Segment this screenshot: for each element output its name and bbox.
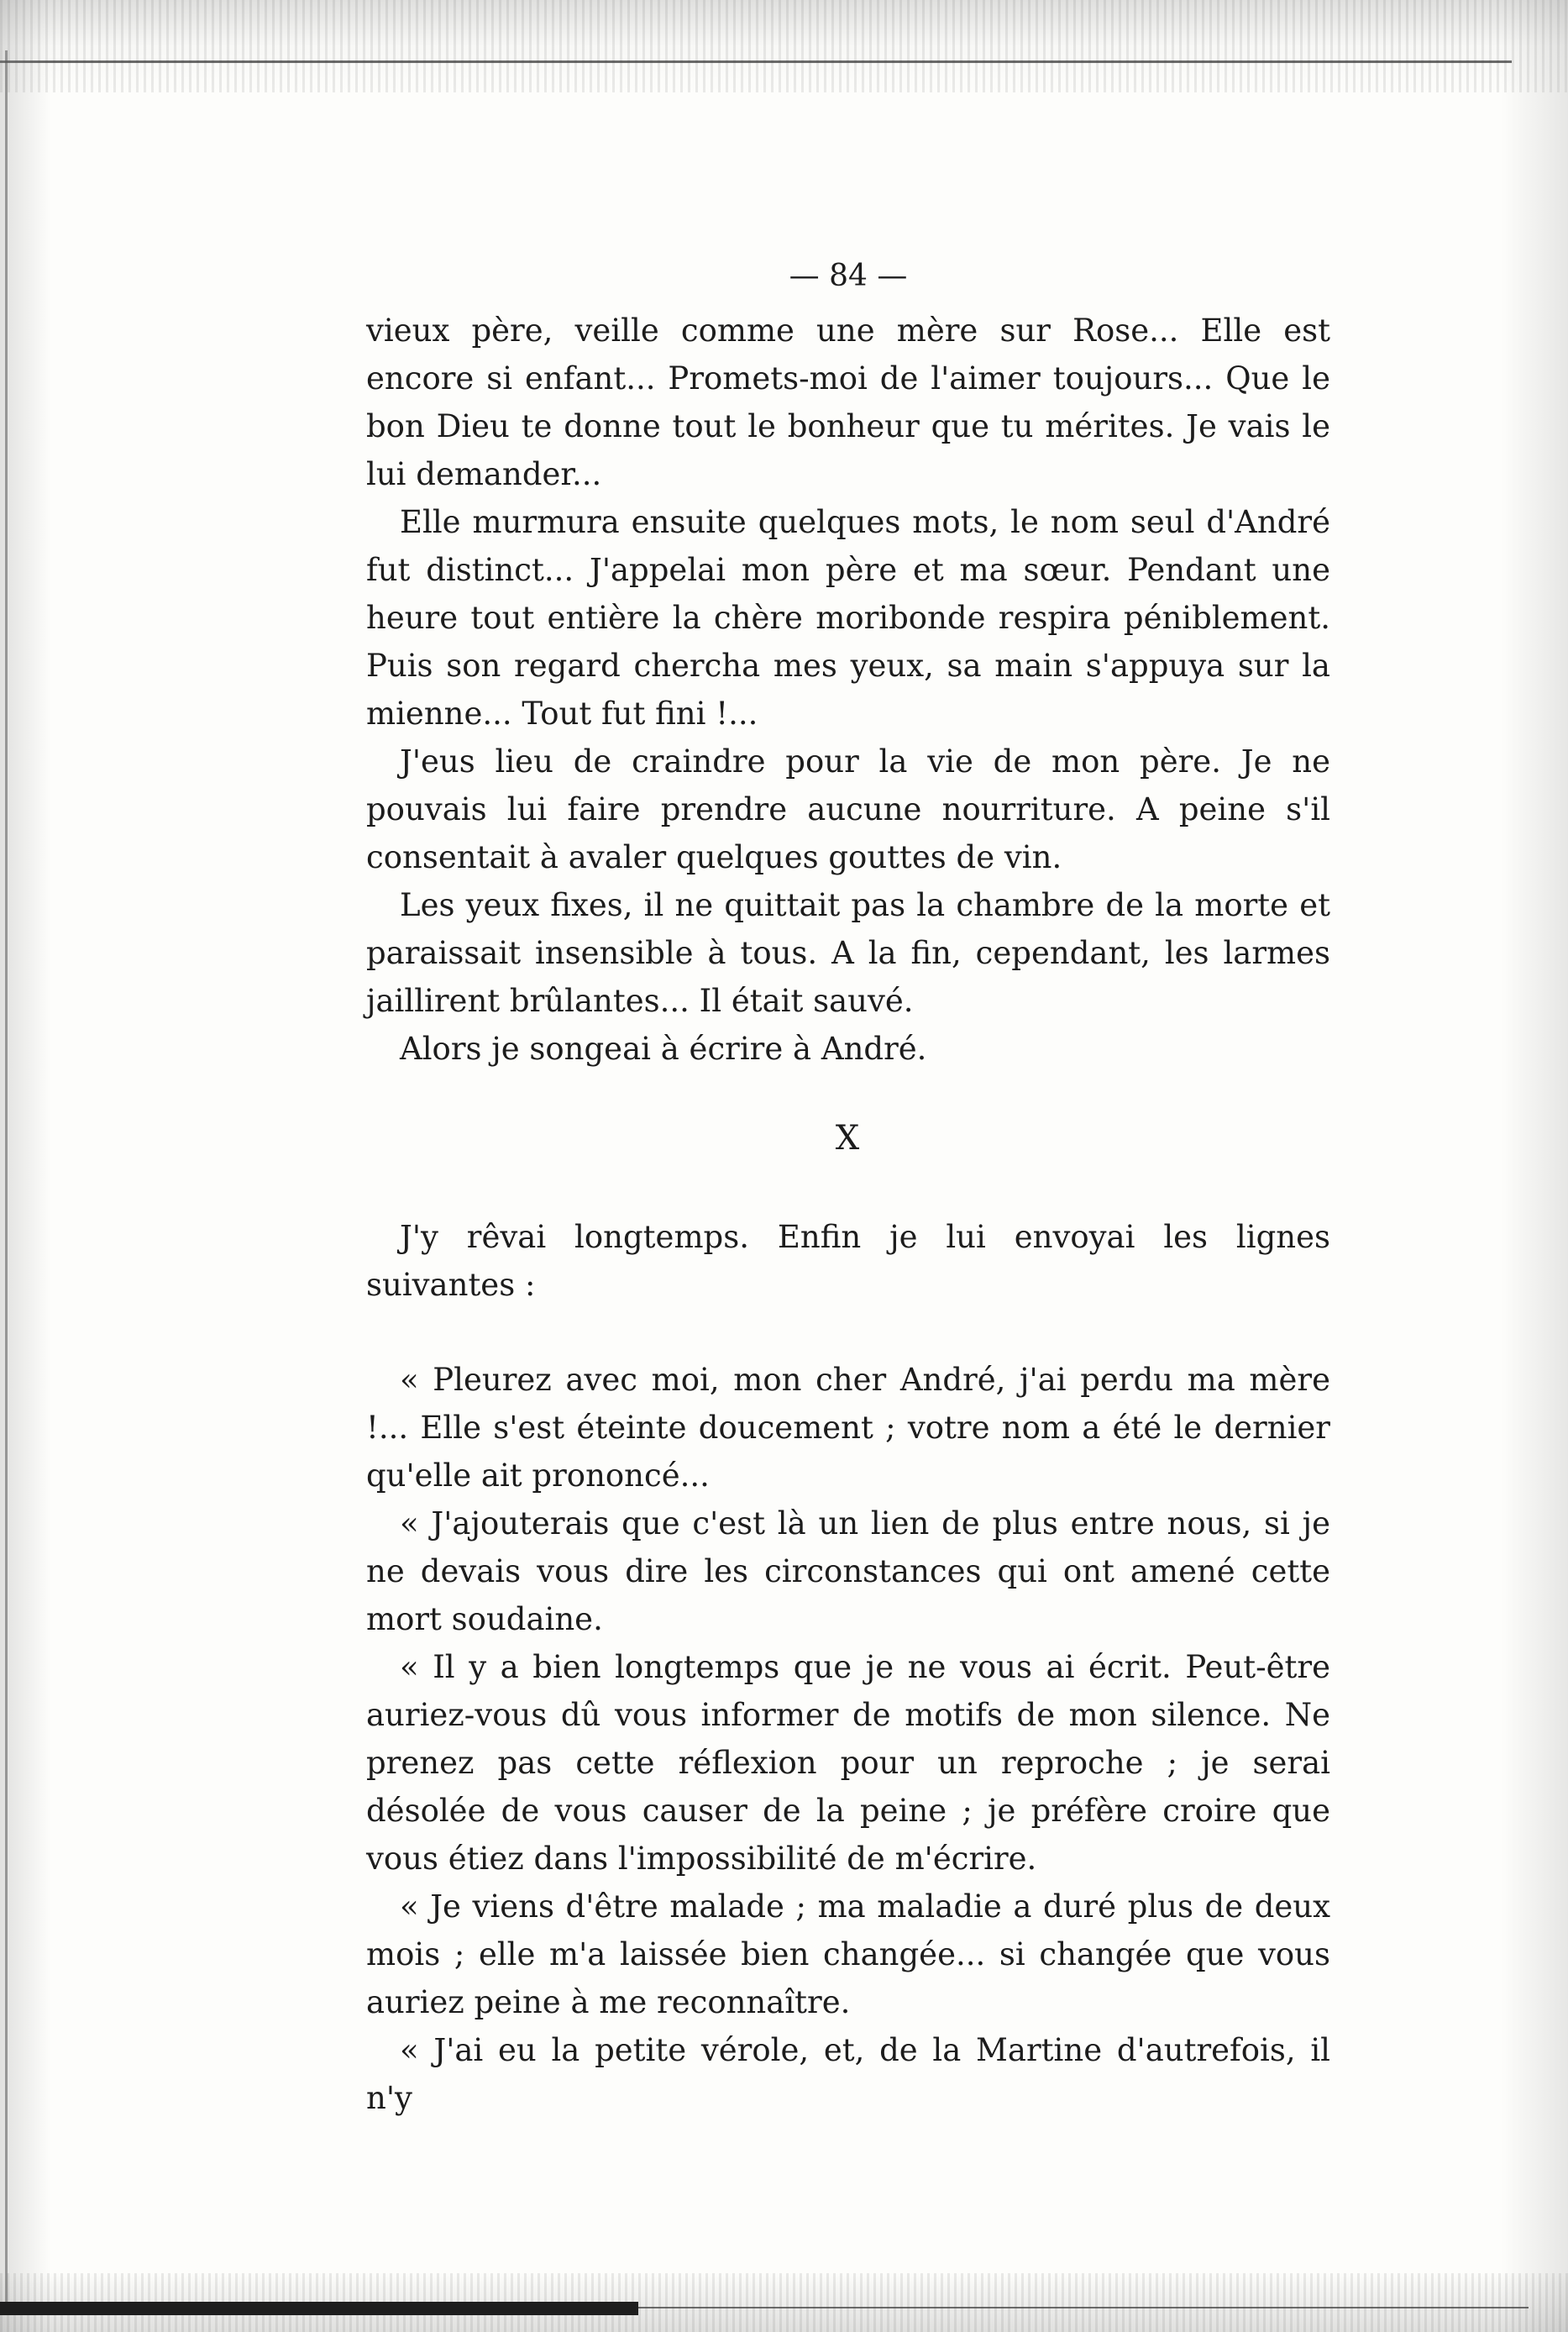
paragraph: Elle murmura ensuite quelques mots, le nom seul d'André fut distinct... J'appelai mon père et ma sœur. Pendant une heure tout entière la chère moribonde respira péniblement. Puis son regard chercha mes yeux, sa main s'appuya sur la mienne... Tout fut fini !... [366,504,1330,732]
paragraph: J'eus lieu de craindre pour la vie de mon père. Je ne pouvais lui faire prendre aucune nourriture. A peine s'il consentait à avaler quelques gouttes de vin. [366,743,1330,875]
chapter-heading: X [835,1119,862,1158]
intro-paragraph: J'y rêvai longtemps. Enfin je lui envoyai les lignes suivantes : [366,1219,1330,1303]
scan-binding-bar [0,2302,638,2315]
scan-edge-right [1501,0,1568,2332]
letter-paragraph: « J'ai eu la petite vérole, et, de la Martine d'autrefois, il n'y [366,2032,1330,2116]
scan-edge-left [0,0,50,2332]
scan-border-bottom [638,2307,1529,2308]
letter-paragraph: « Je viens d'être malade ; ma maladie a duré plus de deux mois ; elle m'a laissée bien changée... si changée que vous auriez peine à me reconnaître. [366,1888,1330,2020]
page-text [366,252,1330,2122]
page-number: — 84 — [789,259,908,293]
letter-paragraph: « Pleurez avec moi, mon cher André, j'ai perdu ma mère !... Elle s'est éteinte doucement ; votre nom a été le dernier qu'elle ait prononcé... [366,1362,1330,1494]
paragraph: vieux père, veille comme une mère sur Rose... Elle est encore si enfant... Promets-moi de l'aimer toujours... Que le bon Dieu te donne tout le bonheur que tu mérites. Je vais le lui demander... [366,313,1330,492]
paragraph: Les yeux fixes, il ne quittait pas la chambre de la morte et paraissait insensible à tous. A la fin, cependant, les larmes jaillirent brûlantes... Il était sauvé. [366,887,1330,1019]
letter-paragraph: « Il y a bien longtemps que je ne vous ai écrit. Peut-être auriez-vous dû vous informer de motifs de mon silence. Ne prenez pas cette réflexion pour un reproche ; je serai désolée de vous causer de la peine ; je préfère croire que vous étiez dans l'impossibilité de m'écrire. [366,1649,1330,1877]
scan-edge-top [0,0,1568,92]
scan-border-left [5,50,8,2302]
spacer [366,1309,1330,1356]
scan-border-top [0,60,1512,63]
paragraph: Alors je songeai à écrire à André. [400,1031,927,1067]
letter-paragraph: « J'ajouterais que c'est là un lien de plus entre nous, si je ne devais vous dire les circonstances qui ont amené cette mort soudaine. [366,1505,1330,1637]
